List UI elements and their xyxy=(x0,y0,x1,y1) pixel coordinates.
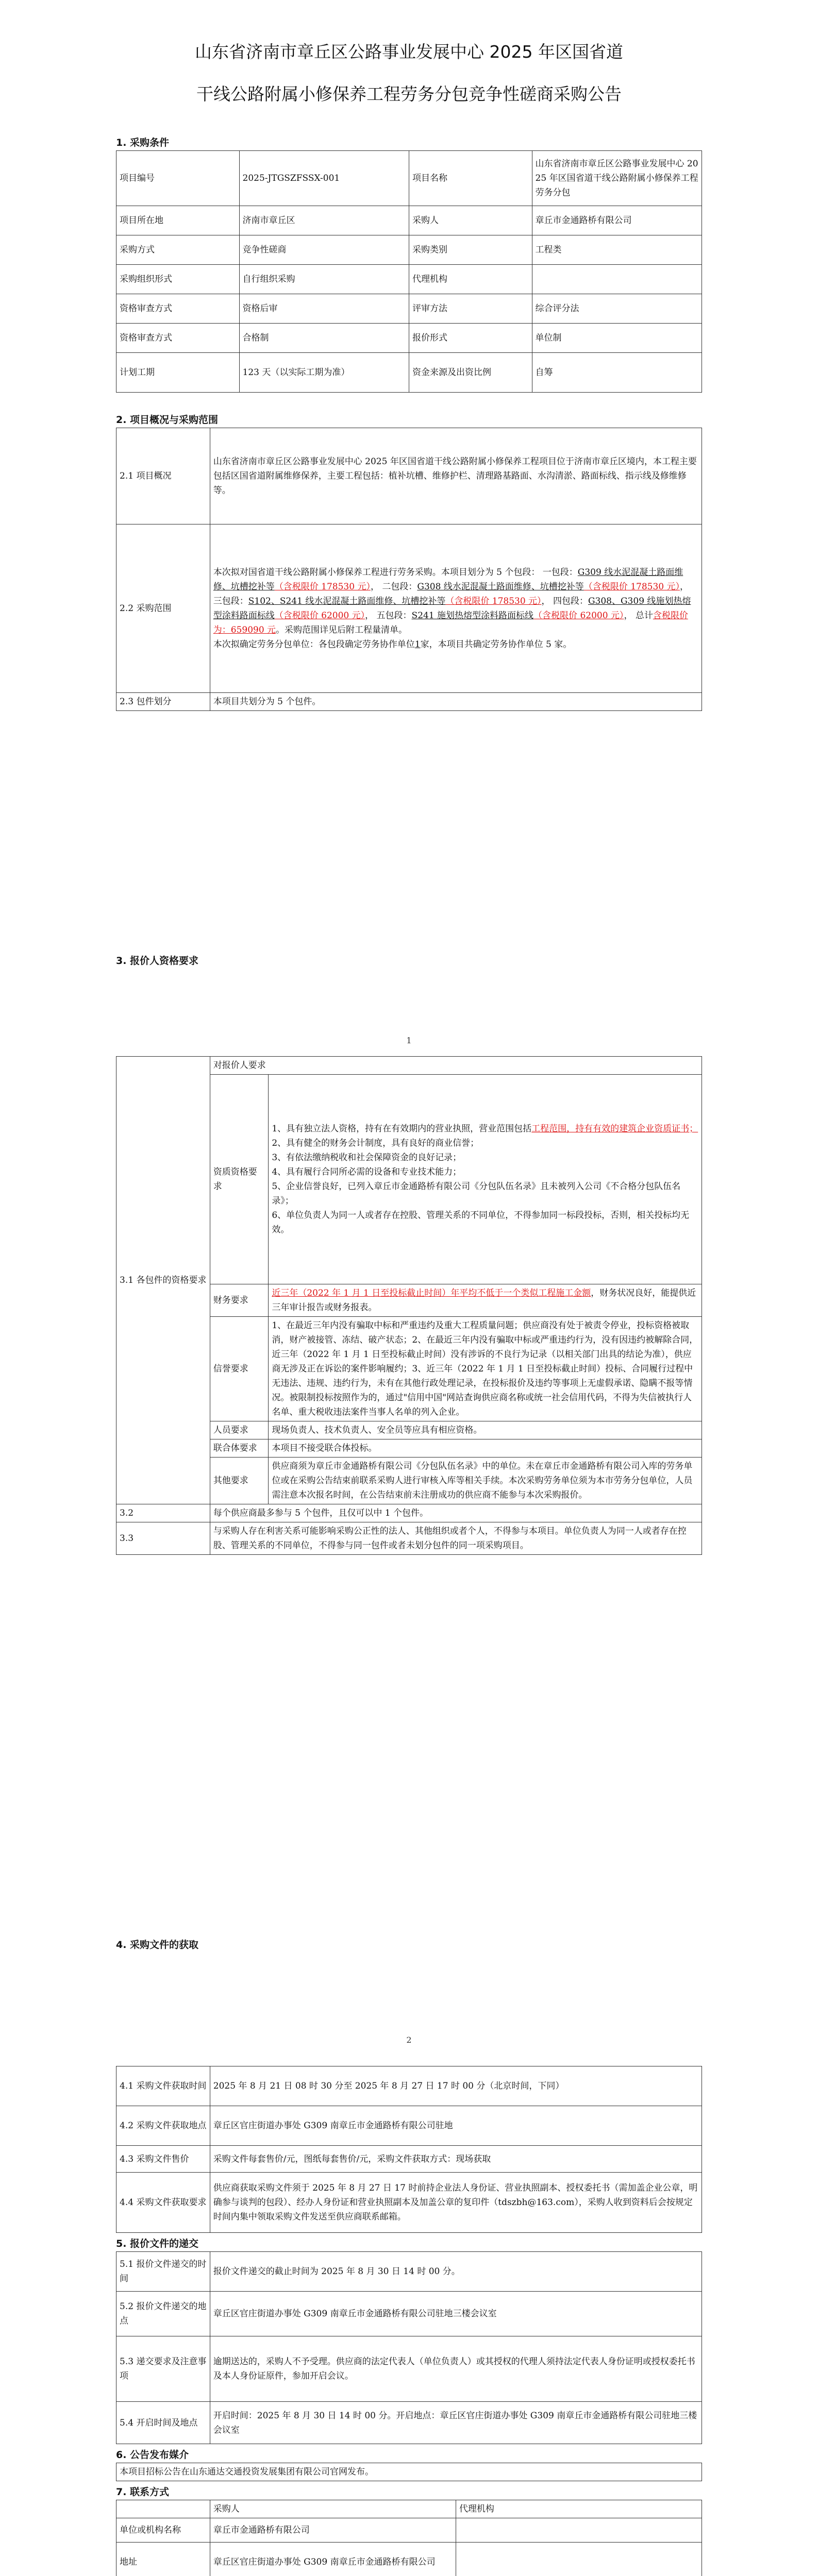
qual-item-4: 4、具有履行合同所必需的设备和专业技术能力； xyxy=(272,1167,462,1177)
scope-intro: 本次拟对国省道干线公路附属小修保养工程进行劳务采购。本项目划分为 5 个包段： xyxy=(213,567,540,578)
cell-value: 自筹 xyxy=(532,353,702,393)
table-row xyxy=(116,324,702,353)
pkg5-label: 五包段： xyxy=(376,611,412,621)
row-label: 4.3 采购文件售价 xyxy=(116,2146,210,2173)
qual-item-6: 6、单位负责人为同一人或者存在控股、管理关系的不同单位，不得参加同一标段投标，否则，相关投标均无效。 xyxy=(272,1210,690,1235)
table-row xyxy=(116,428,702,524)
cell-value: 采购人 xyxy=(409,206,532,235)
row-label: 5.3 递交要求及注意事项 xyxy=(116,2336,210,2402)
page-number-2: 2 xyxy=(406,2035,412,2045)
media-text: 本项目招标公告在山东通达交通投资发展集团有限公司官网发布。 xyxy=(116,2463,702,2481)
table-row xyxy=(116,2252,702,2292)
cell-value: 采购文件每套售价/元，图纸每套售价/元，采购文件获取方式：现场获取 xyxy=(210,2146,702,2173)
row-label: 4.2 采购文件获取地点 xyxy=(116,2106,210,2146)
table-row xyxy=(116,353,702,393)
table-row xyxy=(116,693,702,711)
table-row xyxy=(116,2402,702,2444)
project-overview-table xyxy=(116,428,702,711)
table-row xyxy=(116,2146,702,2173)
scope-label: 2.2 采购范围 xyxy=(116,524,210,693)
procurement-conditions-table xyxy=(116,150,702,393)
scope-text: 本次拟对国省道干线公路附属小修保养工程进行劳务采购。本项目划分为 5 个包段： 一包段：G309 线水泥混凝土路面维修、坑槽挖补等（含税限价 178530 元）， 二包段：G308 线水泥混凝土路面维修、坑槽挖补等（含税限价 178530 元）， 三包段：S102、S241 线水泥混凝土路面维修、坑槽挖补等（含税限价 178530 元）， 四包段：G308、G309 线施划热熔型涂料路面标线（含税限价 62000 元）， 五包段：S241 施划热熔型涂料路面标线（含税限价 62000 元）， 总计含税限价为：659090 元。采购范围详见后附工程量清单。 本次拟确定劳务分包单位：各包段确定劳务协作单位1家，本项目共确定劳务协作单位 5 家。 xyxy=(210,524,702,693)
title-line-2: 干线公路附属小修保养工程劳务分包竞争性磋商采购公告 xyxy=(196,84,622,104)
pkg3-price: （含税限价 178530 元） xyxy=(445,596,542,606)
table-row xyxy=(116,294,702,324)
qual-item-1a: 1、具有独立法人资格，持有在有效期内的营业执照，营业范围包括 xyxy=(272,1124,532,1134)
table-row xyxy=(116,2518,702,2543)
table-row xyxy=(116,2106,702,2146)
section-4-title: 4. 采购文件的获取 xyxy=(116,1939,199,1951)
cell-value: 章丘市金通路桥有限公司 xyxy=(532,206,702,235)
cell-value: 报价文件递交的截止时间为 2025 年 8 月 30 日 14 时 00 分。 xyxy=(210,2252,702,2292)
row-label: 采购方式 xyxy=(116,235,240,265)
cell-value: 供应商获取采购文件须于 2025 年 8 月 27 日 17 时前持企业法人身份证、营业执照副本、授权委托书（需加盖企业公章，明确参与谈判的包段）、经办人身份证和营业执照副本及加盖公章的复印件（tdszbh@163.com），采购人收到资料后会按规定时间内集中领取采购文件发送至供应商联系邮箱。 xyxy=(210,2173,702,2233)
title-line-1: 山东省济南市章丘区公路事业发展中心 2025 年区国省道 xyxy=(195,42,623,62)
cell-value: 自行组织采购 xyxy=(239,265,409,294)
qual-sub-1: 资质资格要求 xyxy=(210,1075,269,1284)
qual-sub-5: 联合体要求 xyxy=(210,1439,269,1458)
qual-sub-2-text xyxy=(269,1284,702,1317)
table-row xyxy=(116,1504,702,1522)
table-row xyxy=(116,524,702,693)
cell-value: 逾期送达的，采购人不予受理。供应商的法定代表人（单位负责人）或其授权的代理人须持法定代表人身份证明或授权委托书及本人身份证原件，参加开启会议。 xyxy=(210,2336,702,2402)
qual-sub-5-text: 本项目不接受联合体投标。 xyxy=(269,1439,702,1458)
pkg1-desc: G309 线水泥混凝土路面维修、坑槽挖补等 xyxy=(213,567,683,592)
scope-tail-1: 。采购范围详见后附工程量清单。 xyxy=(276,625,408,635)
cell-value: 开启时间：2025 年 8 月 30 日 14 时 00 分。开启地点：章丘区官庄街道办事处 G309 南章丘市金通路桥有限公司驻地三楼会议室 xyxy=(210,2402,702,2444)
table-row xyxy=(116,2463,702,2481)
cell-value: 竞争性磋商 xyxy=(239,235,409,265)
finance-req-tail: ，财务状况良好，能提供近三年审计报告或财务报表。 xyxy=(272,1288,696,1313)
submission-table xyxy=(116,2251,702,2444)
overview-text: 山东省济南市章丘区公路事业发展中心 2025 年区国省道干线公路附属小修保养工程项目位于济南市章丘区境内，本工程主要包括区国省道附属维修保养，主要工程包括：植补坑槽、维修护栏、清理路基路面、水沟清淤、路面标线、指示线及修维修等。 xyxy=(210,428,702,524)
cell-value: 章丘区官庄街道办事处 G309 南章丘市金通路桥有限公司驻地三楼会议室 xyxy=(210,2292,702,2336)
package-label: 2.3 包件划分 xyxy=(116,693,210,711)
r32-text: 每个供应商最多参与 5 个包件，且仅可以中 1 个包件。 xyxy=(210,1504,702,1522)
cell-value xyxy=(532,265,702,294)
section-6-title: 6. 公告发布媒介 xyxy=(116,2449,189,2461)
row-label: 资格审查方式 xyxy=(116,324,240,353)
qual-sub-6-text: 供应商须为章丘市金通路桥有限公司《分包队伍名录》中的单位。未在章丘市金通路桥有限公司入库的劳务单位或在采购公告结束前联系采购人进行审核入库等相关手续。本次采购劳务单位须为本市劳务分包单位，人员需注意本次报名时间，在公告结束前未注册成功的供应商不能参与本次采购报价。 xyxy=(269,1458,702,1504)
table-row xyxy=(116,1522,702,1555)
cell-value xyxy=(456,2518,702,2543)
qual-sub-4-text: 现场负责人、技术负责人、安全员等应具有相应资格。 xyxy=(269,1421,702,1439)
qual-sub-6: 其他要求 xyxy=(210,1458,269,1504)
table-row xyxy=(116,2543,702,2576)
scope-tail-3: 家，本项目共确定劳务协作单位 5 家 xyxy=(420,639,563,650)
section-4 xyxy=(116,1937,702,1953)
table-row xyxy=(116,265,702,294)
qual-sub-2: 财务要求 xyxy=(210,1284,269,1317)
qual-item-5: 5、企业信誉良好，已列入章丘市金通路桥有限公司《分包队伍名录》且未被列入公司《不合格分包队伍名录》； xyxy=(272,1181,681,1206)
cell-value: 项目名称 xyxy=(409,151,532,206)
section-1-title: 1. 采购条件 xyxy=(116,137,170,148)
pkg2-desc: G308 线水泥混凝土路面维修、坑槽挖补等 xyxy=(417,582,584,592)
qual-item-1c: ，持有有效的建筑企业资质证书； xyxy=(566,1124,698,1134)
cell-value: 山东省济南市章丘区公路事业发展中心 2025 年区国省道干线公路附属小修保养工程劳务分包 xyxy=(532,151,702,206)
table-row xyxy=(116,2292,702,2336)
pkg1-label: 一包段： xyxy=(542,567,578,578)
cell-value: 济南市章丘区 xyxy=(239,206,409,235)
page-number-1: 1 xyxy=(406,1036,412,1045)
row-label: 项目所在地 xyxy=(116,206,240,235)
section-3-table-wrap xyxy=(116,1056,702,1555)
contact-head: 采购人 xyxy=(210,2500,456,2518)
qual-sub-3-text: 1、在最近三年内没有骗取中标和严重违约及重大工程质量问题；供应商没有处于被责令停业，投标资格被取消，财产被接管、冻结、破产状态；2、在最近三年内没有骗取中标或严重违约行为，没有因违约被解除合同，近三年（2022 年 1 月 1 日至投标截止时间）没有涉诉的不良行为记录（以相关部门出具的结论为准），供应商无涉及正在诉讼的案件影响履约；3、近三年（2022 年 1 月 1 日至投标截止时间）投标、合同履行过程中无违法、违规、违约行为，未有在其他行政处理记录，在投标报价及违约等事项上无虚假承诺、隐瞒不报等情况。被限制投标按照作为的，通过"信用中国"网站查询供应商名称或统一社会信用代码，不得为失信被执行人名单、重大税收违法案件当事人名单的列入企业。 xyxy=(269,1317,702,1421)
section-7-title: 7. 联系方式 xyxy=(116,2486,170,2498)
qualification-table xyxy=(116,1056,702,1555)
cell-value: 单位制 xyxy=(532,324,702,353)
row-label: 地址 xyxy=(116,2543,210,2576)
r33-text: 与采购人存在利害关系可能影响采购公正性的法人、其他组织或者个人，不得参与本项目。单位负责人为同一人或者存在控股、管理关系的不同单位，不得参与同一包件或者未划分包件的同一项采购项目。 xyxy=(210,1522,702,1555)
cell-value: 代理机构 xyxy=(409,265,532,294)
media-table xyxy=(116,2463,702,2481)
pkg5-price: （含税限价 62000 元） xyxy=(533,611,624,621)
cell-value: 采购类别 xyxy=(409,235,532,265)
contact-table xyxy=(116,2500,702,2576)
qual-item-3: 3、有依法缴纳税收和社会保障资金的良好记录； xyxy=(272,1153,462,1163)
section-2 xyxy=(116,412,702,711)
row-label: 采购组织形式 xyxy=(116,265,240,294)
cell-value: 报价形式 xyxy=(409,324,532,353)
table-row xyxy=(116,2173,702,2233)
scope-count: 1 xyxy=(414,639,421,650)
row-label: 单位或机构名称 xyxy=(116,2518,210,2543)
row-label: 项目编号 xyxy=(116,151,240,206)
section-1 xyxy=(116,135,702,393)
contact-head: 代理机构 xyxy=(456,2500,702,2518)
cell-value: 章丘区官庄街道办事处 G309 南章丘市金通路桥有限公司 xyxy=(210,2543,456,2576)
table-row xyxy=(116,2500,702,2518)
pkg5-desc: S241 施划热熔型涂料路面标线 xyxy=(411,611,534,621)
cell-value: 2025-JTGSZFSSX-001 xyxy=(239,151,409,206)
qual-sub-1-text xyxy=(269,1075,702,1284)
cell-value: 章丘市金通路桥有限公司 xyxy=(210,2518,456,2543)
section-4-table-wrap xyxy=(116,2066,702,2576)
table-row xyxy=(116,151,702,206)
pkg3-desc: S102、S241 线水泥混凝土路面维修、坑槽挖补等 xyxy=(248,596,446,606)
cell-value: 章丘区官庄街道办事处 G309 南章丘市金通路桥有限公司驻地 xyxy=(210,2106,702,2146)
cell-value: 资金来源及出资比例 xyxy=(409,353,532,393)
table-row xyxy=(116,206,702,235)
pkg2-price: （含税限价 178530 元） xyxy=(583,582,680,592)
qual-sub-3: 信誉要求 xyxy=(210,1317,269,1421)
table-row xyxy=(116,2336,702,2402)
cell-value: 资格后审 xyxy=(239,294,409,324)
contact-head xyxy=(116,2500,210,2518)
pkg3-label: 三包段： xyxy=(213,596,248,606)
table-row xyxy=(116,1057,702,1075)
r32-label: 3.2 xyxy=(116,1504,210,1522)
table-row xyxy=(116,235,702,265)
overview-label: 2.1 项目概况 xyxy=(116,428,210,524)
pkg4-price: （含税限价 62000 元） xyxy=(274,611,365,621)
row-label: 5.2 报价文件递交的地点 xyxy=(116,2292,210,2336)
cell-value: 评审方法 xyxy=(409,294,532,324)
qual-label: 3.1 各包件的资格要求 xyxy=(116,1057,210,1504)
pkg1-price: （含税限价 178530 元） xyxy=(274,582,371,592)
row-label: 资格审查方式 xyxy=(116,294,240,324)
pkg4-desc: G308、G309 线施划热熔型涂料路面标线 xyxy=(213,596,691,621)
section-2-title: 2. 项目概况与采购范围 xyxy=(116,414,219,426)
cell-value: 2025 年 8 月 21 日 08 时 30 分至 2025 年 8 月 27 日 17 时 00 分（北京时间，下同） xyxy=(210,2066,702,2106)
section-5-title: 5. 报价文件的递交 xyxy=(116,2238,199,2249)
total-label: 总计 xyxy=(635,611,653,621)
qual-item-1b: 工程范围 xyxy=(531,1124,567,1134)
qual-item-2: 2、具有健全的财务会计制度，具有良好的商业信誉； xyxy=(272,1138,479,1148)
finance-req-highlight: 近三年（2022 年 1 月 1 日至投标截止时间）年平均不低于一个类似工程施工金额 xyxy=(272,1288,591,1298)
qual-sub-4: 人员要求 xyxy=(210,1421,269,1439)
section-3-title: 3. 报价人资格要求 xyxy=(116,955,199,967)
row-label: 5.4 开启时间及地点 xyxy=(116,2402,210,2444)
qual-col-head: 对报价人要求 xyxy=(210,1057,702,1075)
cell-value: 综合评分法 xyxy=(532,294,702,324)
cell-value: 工程类 xyxy=(532,235,702,265)
cell-value: 合格制 xyxy=(239,324,409,353)
row-label: 5.1 报价文件递交的时间 xyxy=(116,2252,210,2292)
package-text: 本项目共划分为 5 个包件。 xyxy=(210,693,702,711)
row-label: 4.1 采购文件获取时间 xyxy=(116,2066,210,2106)
section-3 xyxy=(116,953,702,969)
total-price: 含税限价为：659090 元 xyxy=(213,611,688,635)
row-label: 计划工期 xyxy=(116,353,240,393)
cell-value xyxy=(456,2543,702,2576)
table-row xyxy=(116,2066,702,2106)
row-label: 4.4 采购文件获取要求 xyxy=(116,2173,210,2233)
documents-table xyxy=(116,2066,702,2233)
pkg4-label: 四包段： xyxy=(553,596,588,606)
cell-value: 123 天（以实际工期为准） xyxy=(239,353,409,393)
r33-label: 3.3 xyxy=(116,1522,210,1555)
scope-tail-2: 本次拟确定劳务分包单位：各包段确定劳务协作单位 xyxy=(213,639,415,650)
pkg2-label: 二包段： xyxy=(382,582,418,592)
